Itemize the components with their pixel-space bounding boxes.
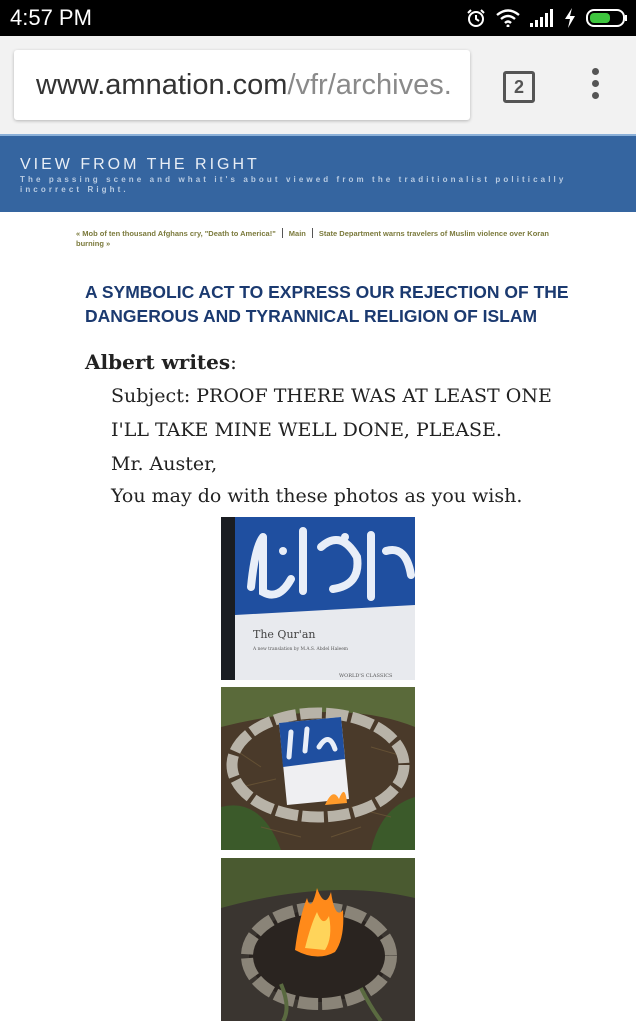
- book-series-text: WORLD'S CLASSICS: [339, 673, 393, 679]
- charging-icon: [564, 8, 576, 28]
- body-line-salutation: Mr. Auster,: [111, 453, 218, 475]
- body-line-well-done: I'LL TAKE MINE WELL DONE, PLEASE.: [111, 419, 502, 441]
- next-entry-link[interactable]: State Department warns travelers of Muslim violence over Koran burning »: [76, 229, 549, 248]
- entry-navigation: [76, 228, 556, 249]
- article-title: A SYMBOLIC ACT TO EXPRESS OUR REJECTION OF THE DANGEROUS AND TYRANNICAL RELIGION OF ISLAM: [85, 282, 569, 326]
- status-time: 4:57 PM: [10, 5, 92, 30]
- address-bar[interactable]: [14, 50, 470, 120]
- previous-entry-link[interactable]: « Mob of ten thousand Afghans cry, "Death to America!": [76, 229, 276, 238]
- author-name: Albert writes: [85, 350, 231, 374]
- more-vert-icon[interactable]: [584, 68, 606, 108]
- site-title[interactable]: VIEW FROM THE RIGHT: [20, 156, 260, 173]
- status-bar: [0, 0, 636, 36]
- body-line-photos: You may do with these photos as you wish.: [111, 485, 523, 507]
- photo-book-in-fire-ring[interactable]: [221, 687, 415, 850]
- site-tagline: The passing scene and what it's about viewed from the traditionalist politically incorrect Right.: [20, 175, 567, 194]
- main-link[interactable]: Main: [288, 229, 306, 238]
- battery-icon: [586, 8, 628, 28]
- url-text[interactable]: [36, 69, 452, 102]
- author-suffix: :: [230, 350, 237, 374]
- book-subtitle-text: A new translation by M.A.S. Abdel Haleem: [253, 647, 348, 652]
- alarm-icon: [466, 8, 486, 28]
- url-domain: www.amnation.com: [36, 69, 288, 101]
- photo-book-cover[interactable]: [221, 517, 415, 680]
- author-line: [85, 350, 237, 374]
- site-header: [0, 134, 636, 212]
- wifi-icon: [496, 9, 520, 27]
- photo-burning-fire[interactable]: [221, 858, 415, 1021]
- url-path: /vfr/archives.: [287, 69, 452, 101]
- tab-switcher-button[interactable]: 2: [503, 71, 535, 103]
- body-line-subject: Subject: PROOF THERE WAS AT LEAST ONE: [111, 385, 552, 407]
- browser-toolbar: [0, 36, 636, 134]
- book-title-text: The Qur'an: [253, 628, 316, 641]
- signal-icon: [530, 9, 554, 27]
- status-icons: [466, 6, 628, 30]
